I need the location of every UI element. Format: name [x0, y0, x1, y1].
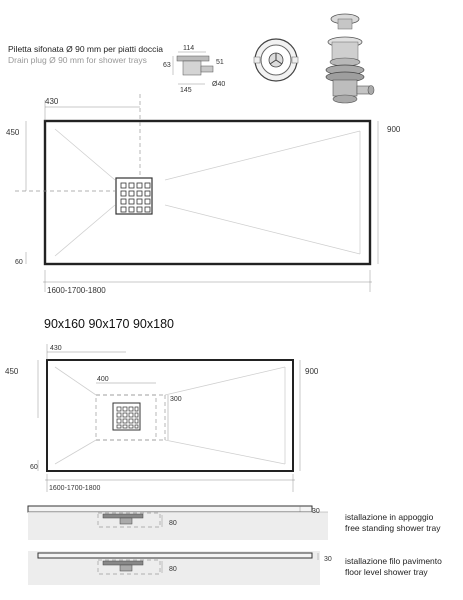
- tray-2-dim-900: 900: [305, 367, 319, 376]
- tray-2-outline: [47, 360, 293, 471]
- tray-1-dim-450: 450: [6, 128, 20, 137]
- drain-top-view-icon: [254, 39, 298, 81]
- model-sizes-label: 90x160 90x170 90x180: [44, 317, 174, 331]
- tray-1-dim-length: 1600-1700-1800: [47, 286, 106, 295]
- section-1-dim-30: 30: [312, 508, 320, 515]
- tray-2-dim-400: 400: [97, 376, 109, 383]
- dim-114: 114: [183, 45, 195, 52]
- tray-2-dim-430: 430: [50, 345, 62, 352]
- caption-english: Drain plug Ø 90 mm for shower trays: [8, 55, 147, 65]
- section-free-standing: [28, 506, 441, 540]
- tray-1-dim-430: 430: [45, 97, 59, 106]
- section-1-tray: [28, 506, 312, 512]
- tray-2-dim-450: 450: [5, 367, 19, 376]
- section-floor-level: [28, 551, 442, 585]
- section-2-label-italian: istallazione filo pavimento: [345, 556, 442, 566]
- section-2-dim-30: 30: [324, 556, 332, 563]
- drain-side-profile: [163, 45, 225, 94]
- section-2-dim-80: 80: [169, 566, 177, 573]
- section-1-floor: [28, 512, 328, 540]
- tray-2-dim-length: 1600-1700-1800: [49, 485, 101, 492]
- tray-2-dim-60: 60: [30, 464, 38, 471]
- tray-1-outline: [45, 121, 370, 264]
- section-2-label-english: floor level shower tray: [345, 567, 428, 577]
- tray-1-plan: [6, 94, 401, 295]
- dim-51: 51: [216, 59, 224, 66]
- tray-1-dim-60: 60: [15, 259, 23, 266]
- tray-1-dim-900: 900: [387, 125, 401, 134]
- dim-diameter-40: Ø40: [212, 81, 226, 88]
- dim-145: 145: [180, 87, 192, 94]
- drain-assembly-illustration: [326, 14, 374, 103]
- section-2-tray: [38, 553, 312, 558]
- section-1-label-english: free standing shower tray: [345, 523, 441, 533]
- caption-italian: Piletta sifonata Ø 90 mm per piatti doccia: [8, 44, 163, 54]
- tray-2-dim-300: 300: [170, 396, 182, 403]
- dim-63: 63: [163, 62, 171, 69]
- tray-2-plan: [5, 344, 319, 492]
- section-1-label-italian: istallazione in appoggio: [345, 512, 434, 522]
- section-1-dim-80: 80: [169, 520, 177, 527]
